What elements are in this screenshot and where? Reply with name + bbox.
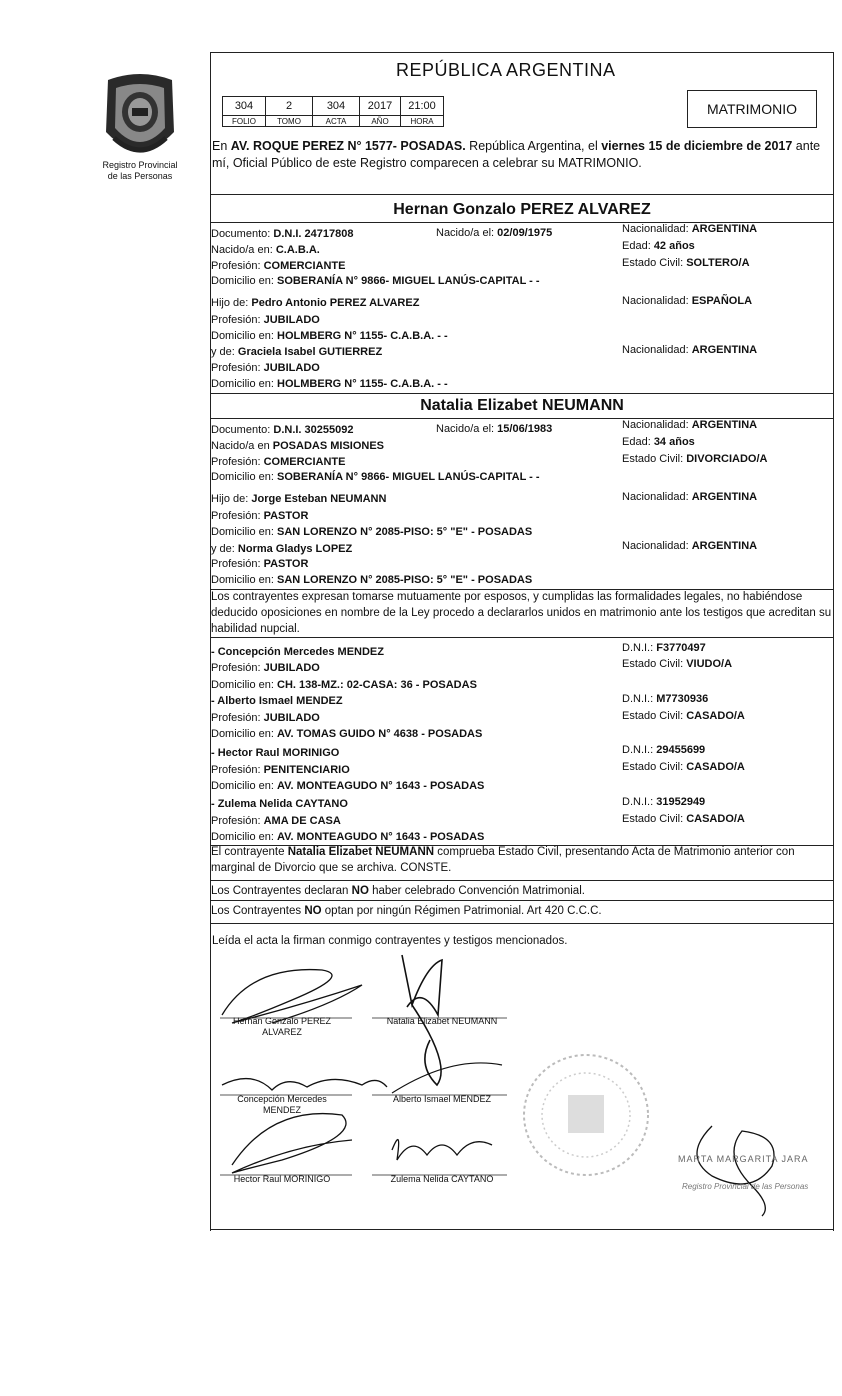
witness-4-profession: Profesión: AMA DE CASA xyxy=(211,815,341,827)
witness-1-profession: Profesión: JUBILADO xyxy=(211,662,320,674)
witness-2-dni: D.N.I.: M7730936 xyxy=(622,693,709,705)
c2-mother-domicile: Domicilio en: SAN LORENZO N° 2085-PISO: 5° "E" - POSADAS xyxy=(211,574,533,586)
signature-label-natalia: Natalia Elizabet NEUMANN xyxy=(386,1016,498,1026)
witness-2-domicile: Domicilio en: AV. TOMAS GUIDO N° 4638 - POSADAS xyxy=(211,728,483,740)
c2-nationality: Nacionalidad: ARGENTINA xyxy=(622,419,758,431)
declaration-paragraph: Los contrayentes expresan tomarse mutuamente por esposos, y cumplidas las formalidades legales, no habiéndose deducido oposiciones en nombre de la Ley procedo a declararlos unidos en matrimonio ante los testigos que acreditan su habilidad nupcial. xyxy=(211,591,832,635)
c1-nationality: Nacionalidad: ARGENTINA xyxy=(622,223,758,235)
year-value: 2017 xyxy=(360,97,401,116)
regime-statement: Los Contrayentes NO optan por ningún Régimen Patrimonial. Art 420 C.C.C. xyxy=(211,905,602,917)
witness-3-civil: Estado Civil: CASADO/A xyxy=(622,761,745,773)
c2-father-nationality: Nacionalidad: ARGENTINA xyxy=(622,491,758,503)
witness-3-profession: Profesión: PENITENCIARIO xyxy=(211,764,350,776)
hour-label: HORA xyxy=(401,116,444,127)
c2-father: Hijo de: Jorge Esteban NEUMANN xyxy=(211,493,387,505)
divider xyxy=(210,637,834,638)
signature-concepcion-icon xyxy=(222,1079,387,1090)
folio-label: FOLIO xyxy=(223,116,266,127)
witness-4-domicile: Domicilio en: AV. MONTEAGUDO N° 1643 - POSADAS xyxy=(211,831,485,843)
act-type-badge: MATRIMONIO xyxy=(687,90,817,128)
witness-3-dni: D.N.I.: 29455699 xyxy=(622,744,706,756)
witness-1-civil: Estado Civil: VIUDO/A xyxy=(622,658,733,670)
witness-1-dni: D.N.I.: F3770497 xyxy=(622,642,706,654)
c1-father: Hijo de: Pedro Antonio PEREZ ALVAREZ xyxy=(211,297,420,309)
divider xyxy=(210,880,834,881)
tomo-value: 2 xyxy=(266,97,313,116)
witness-1-domicile: Domicilio en: CH. 138-MZ.: 02-CASA: 36 - POSADAS xyxy=(211,679,477,691)
civil-status-note: El contrayente Natalia Elizabet NEUMANN comprueba Estado Civil, presentando Acta de Matrimonio anterior con marginal de Divorcio que se archiva. CONSTE. xyxy=(211,846,795,874)
c2-age: Edad: 34 años xyxy=(622,436,695,448)
c1-birthplace: Nacido/a en: C.A.B.A. xyxy=(211,244,320,256)
witness-1-name: - Concepción Mercedes MENDEZ xyxy=(211,646,384,658)
witness-3-name: - Hector Raul MORINIGO xyxy=(211,747,340,759)
c1-civil-status: Estado Civil: SOLTERO/A xyxy=(622,257,750,269)
witness-2-name: - Alberto Ismael MENDEZ xyxy=(211,695,343,707)
convention-statement: Los Contrayentes declaran NO haber celebrado Convención Matrimonial. xyxy=(211,885,585,897)
c2-father-profession: Profesión: PASTOR xyxy=(211,510,309,522)
c1-birthdate: Nacido/a el: 02/09/1975 xyxy=(436,227,553,239)
witness-2-profession: Profesión: JUBILADO xyxy=(211,712,320,724)
c1-mother: y de: Graciela Isabel GUTIERREZ xyxy=(211,346,383,358)
signature-label-zulema: Zulema Nelida CAYTANO xyxy=(390,1174,494,1184)
officer-name: MARTA MARGARITA JARA xyxy=(678,1154,809,1164)
contrayente2-name: Natalia Elizabet NEUMANN xyxy=(420,397,624,414)
c2-document: Documento: D.N.I. 30255092 xyxy=(211,424,354,436)
provincial-seal-icon xyxy=(98,72,182,164)
c2-mother-profession: Profesión: PASTOR xyxy=(211,558,309,570)
page-title: REPÚBLICA ARGENTINA xyxy=(396,60,616,80)
acta-value: 304 xyxy=(313,97,360,116)
c2-birthplace: Nacido/a en POSADAS MISIONES xyxy=(211,440,385,452)
divider xyxy=(210,923,834,924)
divider xyxy=(210,900,834,901)
official-seal-icon xyxy=(518,1050,654,1180)
c1-age: Edad: 42 años xyxy=(622,240,695,252)
signature-alberto-icon xyxy=(392,1063,502,1093)
record-table xyxy=(222,96,444,127)
c1-domicile: Domicilio en: SOBERANÍA N° 9866- MIGUEL LANÚS-CAPITAL - - xyxy=(211,275,540,287)
witness-4-dni: D.N.I.: 31952949 xyxy=(622,796,706,808)
c1-father-domicile: Domicilio en: HOLMBERG N° 1155- C.A.B.A. - - xyxy=(211,330,448,342)
c2-domicile: Domicilio en: SOBERANÍA N° 9866- MIGUEL LANÚS-CAPITAL - - xyxy=(211,471,540,483)
signature-label-concepcion: Concepción Mercedes MENDEZ xyxy=(237,1094,327,1115)
tomo-label: TOMO xyxy=(266,116,313,127)
signature-label-hernan: Hernan Gonzalo PEREZ ALVAREZ xyxy=(232,1016,332,1037)
read-signed-statement: Leída el acta la firman conmigo contrayentes y testigos mencionados. xyxy=(212,935,568,947)
witness-4-civil: Estado Civil: CASADO/A xyxy=(622,813,745,825)
c2-birthdate: Nacido/a el: 15/06/1983 xyxy=(436,423,553,435)
logo-caption: Registro Provincial de las Personas xyxy=(102,160,178,181)
folio-value: 304 xyxy=(223,97,266,116)
divider xyxy=(210,194,834,195)
c1-profession: Profesión: COMERCIANTE xyxy=(211,260,346,272)
signature-hector-icon xyxy=(232,1114,352,1173)
act-frame-bottom xyxy=(210,1229,834,1230)
divider xyxy=(210,393,834,394)
c2-profession: Profesión: COMERCIANTE xyxy=(211,456,346,468)
c2-civil-status: Estado Civil: DIVORCIADO/A xyxy=(622,453,768,465)
officer-signature-icon xyxy=(672,1116,832,1226)
intro-paragraph: En AV. ROQUE PEREZ N° 1577- POSADAS. República Argentina, el viernes 15 de diciembre de 2017 ante mí, Oficial Público de este Registro comparecen a celebrar su MATRIMONIO. xyxy=(212,139,821,170)
c1-mother-domicile: Domicilio en: HOLMBERG N° 1155- C.A.B.A. - - xyxy=(211,378,448,390)
c1-mother-nationality: Nacionalidad: ARGENTINA xyxy=(622,344,758,356)
signature-label-hector: Hector Raul MORINIGO xyxy=(233,1174,331,1184)
signature-zulema-icon xyxy=(392,1140,492,1160)
hour-value: 21:00 xyxy=(401,97,444,116)
witness-2-civil: Estado Civil: CASADO/A xyxy=(622,710,745,722)
c2-mother-nationality: Nacionalidad: ARGENTINA xyxy=(622,540,758,552)
contrayente1-name: Hernan Gonzalo PEREZ ALVAREZ xyxy=(393,201,651,218)
year-label: AÑO xyxy=(360,116,401,127)
signature-hernan-icon xyxy=(222,970,362,1023)
c1-father-profession: Profesión: JUBILADO xyxy=(211,314,320,326)
acta-label: ACTA xyxy=(313,116,360,127)
witness-3-domicile: Domicilio en: AV. MONTEAGUDO N° 1643 - POSADAS xyxy=(211,780,485,792)
c1-mother-profession: Profesión: JUBILADO xyxy=(211,362,320,374)
signature-label-alberto: Alberto Ismael MENDEZ xyxy=(392,1094,492,1104)
c1-document: Documento: D.N.I. 24717808 xyxy=(211,228,354,240)
officer-title: Registro Provincial de las Personas xyxy=(682,1182,809,1191)
c1-father-nationality: Nacionalidad: ESPAÑOLA xyxy=(622,295,753,307)
c2-mother: y de: Norma Gladys LOPEZ xyxy=(211,543,353,555)
c2-father-domicile: Domicilio en: SAN LORENZO N° 2085-PISO: 5° "E" - POSADAS xyxy=(211,526,533,538)
witness-4-name: - Zulema Nelida CAYTANO xyxy=(211,798,348,810)
